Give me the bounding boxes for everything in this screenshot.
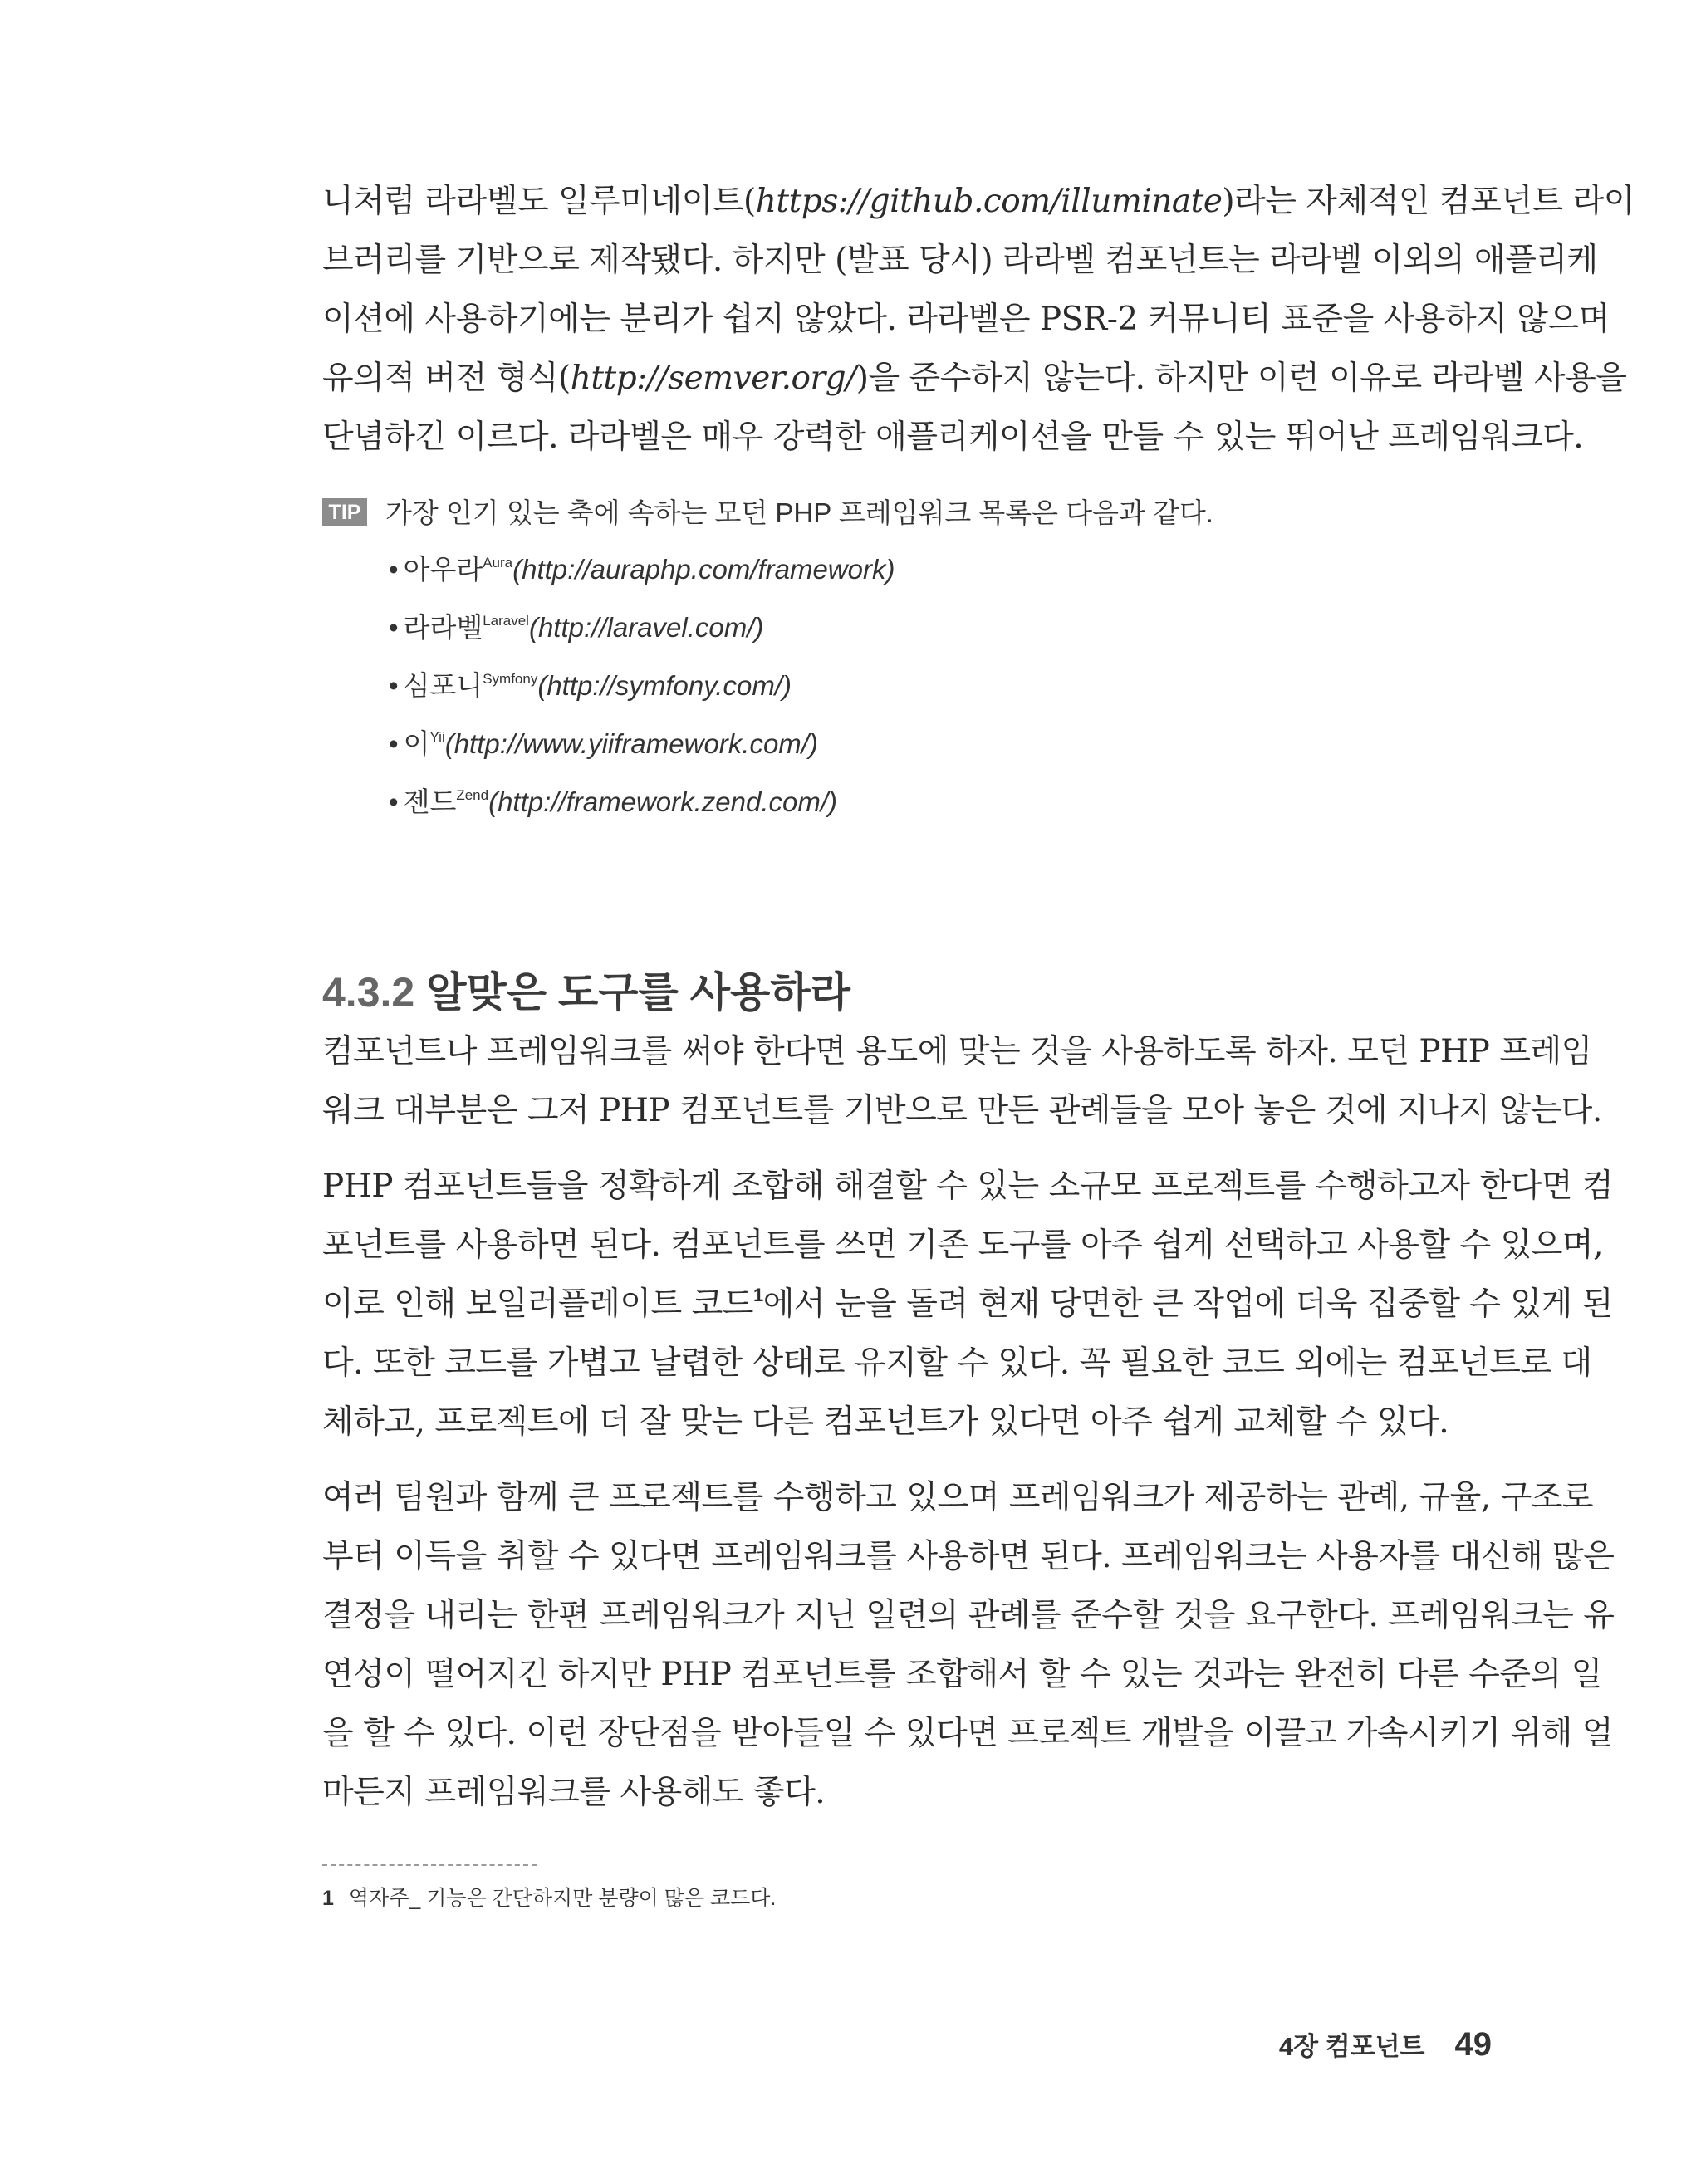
framework-name: 라라벨 <box>403 612 483 643</box>
body-line: 다. 또한 코드를 가볍고 날렵한 상태로 유지할 수 있다. 꼭 필요한 코드 외에는 컴포넌트로 대 <box>322 1344 1592 1382</box>
text-segment: )을 준수하지 않는다. 하지만 이런 이유로 라라벨 사용을 <box>855 360 1627 397</box>
body-line: 마든지 프레임워크를 사용해도 좋다. <box>322 1774 826 1811</box>
body-line: 포넌트를 사용하면 된다. 컴포넌트를 쓰면 기존 도구를 아주 쉽게 선택하고 사용할 수 있으며, <box>322 1227 1603 1264</box>
framework-english-name: Aura <box>483 555 513 570</box>
framework-english-name: Symfony <box>483 671 538 687</box>
framework-url[interactable]: (http://framework.zend.com/) <box>488 786 838 817</box>
section-title: 알맞은 도구를 사용하라 <box>426 969 850 1016</box>
framework-name: 아우라 <box>403 554 483 585</box>
body-line: 이션에 사용하기에는 분리가 쉽지 않았다. 라라벨은 PSR-2 커뮤니티 표준을 사용하지 않으며 <box>322 301 1610 338</box>
bullet-icon: • <box>389 728 399 759</box>
body-line <box>322 1276 1613 1334</box>
body-line <box>322 173 1635 231</box>
section-number: 4.3.2 <box>322 969 415 1016</box>
framework-english-name: Zend <box>456 787 489 803</box>
text-segment: 에서 눈을 돌려 현재 당면한 큰 작업에 더욱 집중할 수 있게 된 <box>762 1285 1613 1323</box>
framework-url[interactable]: (http://auraphp.com/framework) <box>512 554 895 585</box>
body-line: 워크 대부분은 그저 PHP 컴포넌트를 기반으로 만든 관례들을 모아 놓은 것에 지나지 않는다. <box>322 1092 1602 1129</box>
framework-list-item <box>389 721 818 767</box>
footnote-text: 역자주_ 기능은 간단하지만 분량이 많은 코드다. <box>348 1887 777 1910</box>
footnote <box>322 1882 776 1915</box>
inline-link[interactable]: http://semver.org/ <box>570 360 856 397</box>
chapter-label: 4장 컴포넌트 <box>1278 2032 1425 2061</box>
framework-name: 젠드 <box>403 786 457 817</box>
framework-english-name: Laravel <box>483 613 529 629</box>
framework-list-item <box>389 779 837 825</box>
body-line: 브러리를 기반으로 제작됐다. 하지만 (발표 당시) 라라벨 컴포넌트는 라라벨 이외의 애플리케 <box>322 242 1598 279</box>
framework-name: 심포니 <box>403 670 483 701</box>
body-line: 체하고, 프로젝트에 더 잘 맞는 다른 컴포넌트가 있다면 아주 쉽게 교체할 수 있다. <box>322 1403 1449 1441</box>
body-line: PHP 컴포넌트들을 정확하게 조합해 해결할 수 있는 소규모 프로젝트를 수행하고자 한다면 컴 <box>322 1168 1614 1205</box>
inline-link[interactable]: https://github.com/illuminate <box>755 183 1223 220</box>
footnote-reference[interactable]: 1 <box>752 1285 763 1305</box>
framework-list-item <box>389 663 792 709</box>
framework-list-item <box>389 546 895 593</box>
body-line: 단념하긴 이르다. 라라벨은 매우 강력한 애플리케이션을 만들 수 있는 뛰어난 프레임워크다. <box>322 419 1584 456</box>
framework-list-item <box>389 605 763 651</box>
bullet-icon: • <box>389 786 399 817</box>
footnote-number: 1 <box>322 1887 334 1910</box>
tip-text: 가장 인기 있는 축에 속하는 모던 PHP 프레임워크 목록은 다음과 같다. <box>385 497 1213 528</box>
text-segment: 이로 인해 보일러플레이트 코드 <box>322 1285 753 1323</box>
text-segment: 니처럼 라라벨도 일루미네이트( <box>322 183 756 220</box>
bullet-icon: • <box>389 612 399 643</box>
body-line: 컴포넌트나 프레임워크를 써야 한다면 용도에 맞는 것을 사용하도록 하자. 모던 PHP 프레임 <box>322 1033 1592 1070</box>
tip-badge: TIP <box>322 498 367 526</box>
footnote-divider <box>322 1864 537 1866</box>
page-number: 49 <box>1454 2026 1492 2063</box>
body-line <box>322 350 1627 408</box>
body-line: 부터 이득을 취할 수 있다면 프레임워크를 사용하면 된다. 프레임워크는 사용자를 대신해 많은 <box>322 1538 1615 1575</box>
body-line: 결정을 내리는 한편 프레임워크가 지닌 일련의 관례를 준수할 것을 요구한다. 프레임워크는 유 <box>322 1597 1615 1634</box>
framework-url[interactable]: (http://www.yiiframework.com/) <box>444 728 818 759</box>
body-line: 연성이 떨어지긴 하지만 PHP 컴포넌트를 조합해서 할 수 있는 것과는 완전히 다른 수준의 일 <box>322 1656 1602 1693</box>
framework-name: 이 <box>403 728 430 759</box>
body-line: 을 할 수 있다. 이런 장단점을 받아들일 수 있다면 프로젝트 개발을 이끌고 가속시키기 위해 얼 <box>322 1715 1613 1752</box>
bullet-icon: • <box>389 670 399 701</box>
text-segment: )라는 자체적인 컴포넌트 라이 <box>1222 183 1635 220</box>
text-segment: 유의적 버전 형식( <box>322 360 571 397</box>
body-line: 여러 팀원과 함께 큰 프로젝트를 수행하고 있으며 프레임워크가 제공하는 관례, 규율, 구조로 <box>322 1479 1594 1516</box>
section-heading <box>322 963 850 1021</box>
framework-url[interactable]: (http://laravel.com/) <box>528 612 764 643</box>
framework-url[interactable]: (http://symfony.com/) <box>537 670 792 701</box>
bullet-icon: • <box>389 554 399 585</box>
page-footer <box>1279 2021 1492 2070</box>
framework-english-name: Yii <box>429 729 445 745</box>
